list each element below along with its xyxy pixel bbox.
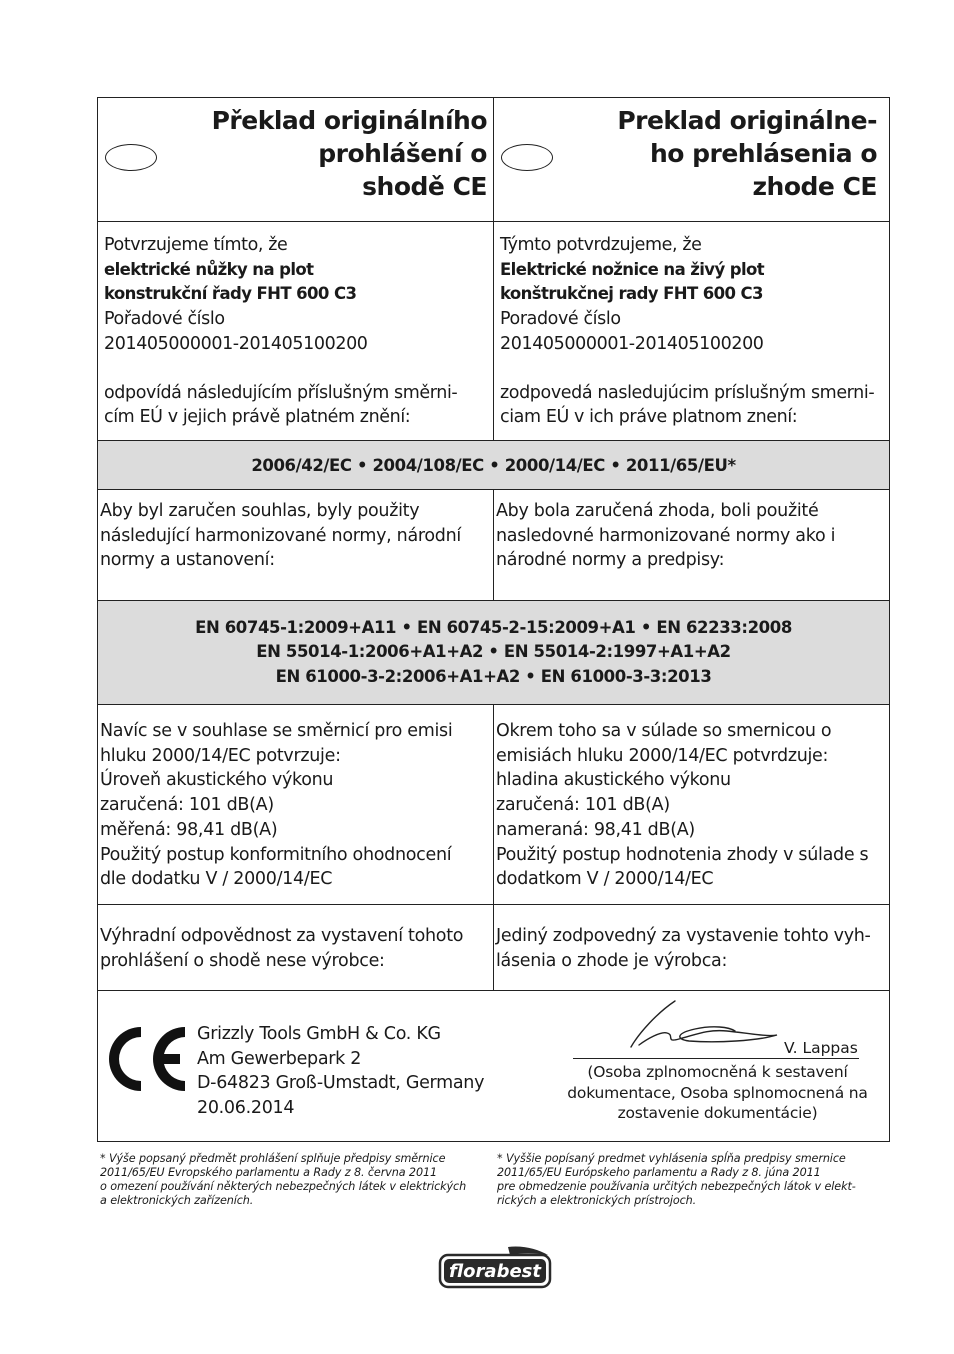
title-right [617, 104, 877, 203]
intro-text: Týmto potvrdzujeme, že [500, 235, 702, 255]
title-right-line: zhode CE [752, 172, 877, 201]
footnote-line: * Výše popsaný předmět prohlášení splňuje předpisy směrnice [100, 1152, 446, 1165]
paragraph-line: Jediný zodpovedný za vystavenie tohto vyh- [496, 926, 871, 946]
product-name: Elektrické nožnice na živý plot [500, 259, 765, 279]
serial-range: 201405000001-201405100200 [104, 333, 368, 354]
serial-range: 201405000001-201405100200 [500, 333, 764, 354]
paragraph-line: měřená: 98,41 dB(A) [100, 819, 278, 840]
intro-row [98, 222, 889, 441]
harmonized-row [98, 490, 889, 601]
manufacturer-street: Am Gewerbepark 2 [197, 1048, 362, 1069]
paragraph-line: Použitý postup hodnotenia zhody v súlade s [496, 844, 869, 865]
directive-text: cím EÚ v jejich právě platném znění: [104, 407, 411, 428]
title-left [212, 104, 487, 203]
intro-left [98, 222, 494, 440]
paragraph-line: Aby bola zaručená zhoda, boli použité [496, 501, 819, 521]
paragraph-line: prohlášení o shodě nese výrobce: [100, 950, 385, 971]
handwritten-signature [617, 995, 787, 1055]
footnote-line: o omezení používání některých nebezpečných látek v elektrických [100, 1180, 467, 1193]
country-oval-icon [501, 144, 553, 171]
directives-band [98, 441, 889, 490]
title-left-line: prohlášení o [318, 139, 487, 168]
manufacturer-address [197, 1022, 484, 1120]
directive-text: odpovídá následujícím příslušným směrni- [104, 382, 458, 403]
intro-text: Potvrzujeme tímto, že [104, 235, 288, 255]
florabest-logo [438, 1245, 552, 1289]
header-left [98, 98, 494, 221]
footnote-right [497, 1152, 890, 1208]
paragraph-line: Navíc se v souhlase se směrnicí pro emisi [100, 721, 453, 741]
paragraph-line: emisiách hluku 2000/14/EC potvrdzuje: [496, 745, 829, 766]
ce-mark-icon [106, 1023, 186, 1095]
responsibility-right [494, 905, 889, 990]
signer-name: V. Lappas [784, 1039, 858, 1057]
directives-list: 2006/42/EC • 2004/108/EC • 2000/14/EC • 2011/65/EU* [251, 455, 736, 475]
declaration-of-conformity [97, 97, 890, 1142]
noise-right [494, 705, 889, 904]
brand-name: florabest [449, 1261, 541, 1282]
paragraph-line: dodatkom V / 2000/14/EC [496, 869, 714, 890]
paragraph-line: Použitý postup konformitního ohodnocení [100, 844, 452, 865]
serial-label: Poradové číslo [500, 309, 621, 330]
paragraph-line: normy a ustanovení: [100, 550, 275, 571]
footnote-line: * Vyššie popísaný predmet vyhlásenia spĺňa predpisy smernice [497, 1152, 846, 1165]
paragraph-line: zaručená: 101 dB(A) [496, 795, 670, 816]
serial-label: Pořadové číslo [104, 309, 225, 330]
paragraph-line: dle dodatku V / 2000/14/EC [100, 869, 333, 890]
noise-left [98, 705, 494, 904]
signature-row [98, 991, 889, 1141]
title-right-line: Preklad originálne- [617, 106, 877, 135]
signer-role-line: dokumentace, Osoba splnomocnená na [567, 1083, 868, 1102]
title-left-line: shodě CE [362, 172, 487, 201]
harmonized-left [98, 490, 494, 600]
paragraph-line: následující harmonizované normy, národní [100, 525, 461, 546]
footnote-left [100, 1152, 497, 1208]
header-right [494, 98, 889, 221]
footnotes [100, 1152, 890, 1208]
paragraph-line: Výhradní odpovědnost za vystavení tohoto [100, 926, 464, 946]
responsibility-row [98, 905, 889, 991]
manufacturer-name: Grizzly Tools GmbH & Co. KG [197, 1024, 441, 1044]
paragraph-line: nasledovné harmonizované normy ako i [496, 525, 836, 546]
footnote-line: rických a elektronických prístrojoch. [497, 1194, 697, 1207]
signer-role-line: zostavenie dokumentácie) [617, 1104, 818, 1122]
title-right-line: ho prehlásenia o [649, 139, 877, 168]
harmonized-right [494, 490, 889, 600]
standards-line: EN 60745-1:2009+A11 • EN 60745-2-15:2009+A1 • EN 62233:2008 [195, 617, 792, 637]
manufacturer-city: D-64823 Groß-Umstadt, Germany [197, 1073, 485, 1093]
paragraph-line: zaručená: 101 dB(A) [100, 795, 274, 816]
footnote-line: pre obmedzenie používania určitých nebezpečných látok v elekt- [497, 1180, 856, 1193]
footnote-line: a elektronických zařízeních. [100, 1194, 254, 1207]
header-row [98, 98, 889, 222]
responsibility-left [98, 905, 494, 990]
footnote-line: 2011/65/EU Európskeho parlamentu a Rady z 8. júna 2011 [497, 1166, 821, 1179]
paragraph-line: národné normy a predpisy: [496, 550, 725, 571]
noise-row [98, 705, 889, 905]
paragraph-line: lásenia o zhode je výrobca: [496, 950, 728, 971]
paragraph-line: Úroveň akustického výkonu [100, 770, 334, 791]
paragraph-line: hluku 2000/14/EC potvrzuje: [100, 745, 341, 766]
footnote-line: 2011/65/EU Evropského parlamentu a Rady z 8. června 2011 [100, 1166, 438, 1179]
paragraph-line: nameraná: 98,41 dB(A) [496, 819, 695, 840]
directive-text: zodpovedá nasledujúcim príslušným smerni- [500, 382, 875, 403]
signature-line [573, 1058, 859, 1059]
product-series: konštrukčnej rady FHT 600 C3 [500, 284, 763, 304]
product-series: konstrukční řady FHT 600 C3 [104, 284, 357, 304]
paragraph-line: Okrem toho sa v súlade so smernicou o [496, 721, 832, 741]
product-name: elektrické nůžky na plot [104, 259, 314, 279]
standards-band [98, 601, 889, 705]
declaration-date: 20.06.2014 [197, 1097, 295, 1118]
title-left-line: Překlad originálního [211, 106, 487, 135]
standards-line: EN 61000-3-2:2006+A1+A2 • EN 61000-3-3:2013 [275, 666, 712, 686]
intro-right [494, 222, 889, 440]
paragraph-line: hladina akustického výkonu [496, 770, 731, 791]
directive-text: ciam EÚ v ich práve platnom znení: [500, 407, 798, 428]
paragraph-line: Aby byl zaručen souhlas, byly použity [100, 501, 420, 521]
signer-role-line: (Osoba zplnomocněná k sestavení [587, 1063, 848, 1081]
standards-line: EN 55014-1:2006+A1+A2 • EN 55014-2:1997+A1+A2 [256, 642, 731, 662]
country-oval-icon [105, 144, 157, 171]
signer-role [551, 1062, 884, 1124]
